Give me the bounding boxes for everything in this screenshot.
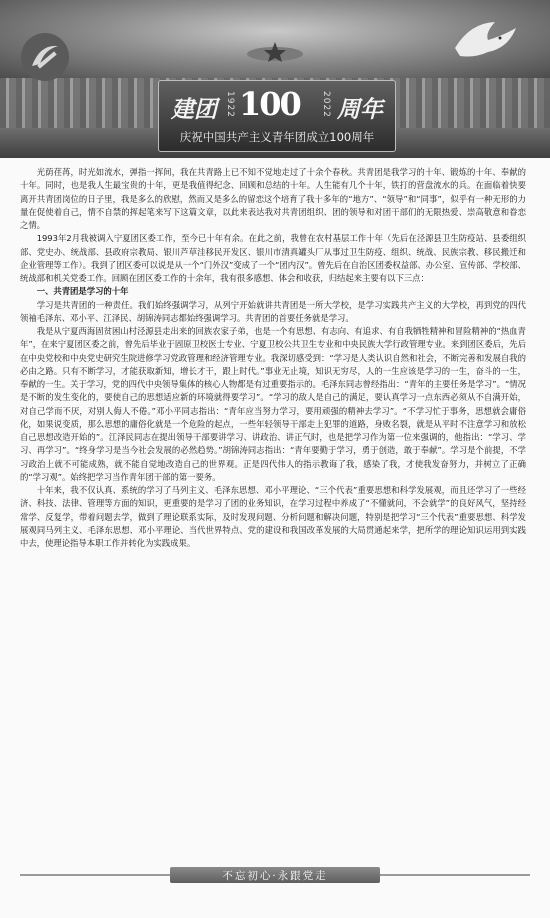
paragraph-responsibility: 学习是共青团的一种责任。我们始终强调学习，从列宁开始就讲共青团是一所大学校，是学习实践共产主义的大学校，再到党的四代领袖毛泽东、邓小平、江泽民、胡锦涛同志都始终强调学习。共青团的首要任务就是学习。 bbox=[20, 299, 526, 323]
dove-icon bbox=[450, 18, 520, 63]
article-body bbox=[20, 166, 526, 550]
star-emblem-icon bbox=[245, 40, 305, 62]
centenary-title-plate bbox=[158, 80, 396, 152]
year-end: 2022 bbox=[321, 91, 331, 118]
section-heading: 一、共青团是学习的十年 bbox=[36, 286, 129, 297]
paragraph-background: 1993年2月我被调入宁夏团区委工作，至今已十年有余。在此之前，我曾在农村基层工作十年（先后在泾源县卫生防疫站、县委组织部、党史办、统战部、县政府宗教局、银川芦草洼移民开发区、银川市清真罐头厂从事过卫生防疫、组织、统战、民族宗教、移民搬迁和企业管理等工作）。我到了团区委可以说是从一个“门外汉”变成了一个“团内汉”。曾先后在自治区团委权益部、办公室、宣传部、学校部、统战部和机关党委工作。回顾在团区委工作的十余年，我有很多感想、体会和收获，归结起来主要有以下三点： bbox=[20, 233, 526, 283]
paragraph-intro: 光荫荏苒，时光如流水，弹指一挥间，我在共青路上已不知不觉地走过了十余个春秋。共青团是我学习的十年、锻炼的十年、奉献的十年。同时，也是我人生最宝贵的十年，更是我值得纪念、回顾和总结的十年。人生能有几个十年，铁打的营盘流水的兵。在面临着快要离开共青团岗位的日子里，我是多么的欣慰，然而又是多么的留恋这个培育了我十多年的“地方”、“领导”和“同事”，似乎有一种无形的力量在促使着自己，情不自禁的挥起笔来写下这篇文章，以此来表达我对共青团组织、团的领导和对团干部们的无限热爱、崇高敬意和眷恋之情。 bbox=[20, 167, 526, 230]
year-start: 1922 bbox=[225, 91, 235, 118]
paragraph-personal-study: 我是从宁夏西海固贫困山村泾源县走出来的回族农家子弟，也是一个有思想、有志向、有追求、有自我牺牲精神和冒险精神的“热血青年”，在来宁夏团区委之前，曾先后毕业于固原卫校医士专业、宁夏卫校公共卫生专业和中央民族大学行政管理专业。来到团区委后，先后在中央党校和中央党史研究生院进修学习党政管理和经济管理专业。我深切感受到：“学习是人类认识自然和社会，不断完善和发展自我的必由之路。只有不断学习，才能获取新知，增长才干，跟上时代。”事业无止境，知识无穷尽，人的一生应该是学习的一生，奋斗的一生，奉献的一生。关于学习，党的四代中央领导集体的核心人物都是有过重要指示的。毛泽东同志曾经指出：“青年的主要任务是学习”。“情况是不断的发生变化的，要使自己的思想适应新的环境就得要学习”。“学习的敌人是自己的满足，要认真学习一点东西必须从不自满开始，对自己学而不厌，对别人侮人不倦。”邓小平同志指出：“青年应当努力学习，要用顽强的精神去学习”。“不学习忙于事务，思想就会庸俗化，如果说变质，那么思想的庸俗化就是一个危险的起点，一些年轻领导干部走上犯罪的道路，身败名裂，就是从平时不注意学习和放松自己思想改造开始的”。江泽民同志在提出领导干部要讲学习、讲政治、讲正气时，也是把学习作为第一位来强调的，他指出：“学习、学习、再学习”。“终身学习是当今社会发展的必然趋势。”胡锦涛同志指出：“青年要勤于学习，勇于创造，敢于奉献”。学习是个前提，不学习政治上就不可能成熟，就不能自觉地改造自己的世界观。正是四代伟人的指示教诲了我，感染了我，才使我发奋努力，并树立了正确的“学习观”。始终把学习当作青年团干部的第一要务。 bbox=[20, 326, 526, 482]
header-banner bbox=[0, 0, 550, 158]
footer-divider-right bbox=[380, 874, 530, 876]
footer-divider-left bbox=[20, 874, 170, 876]
banner-subtitle: 庆祝中国共产主义青年团成立100周年 bbox=[179, 130, 375, 144]
footer-slogan-bar bbox=[0, 867, 550, 883]
party-emblem-icon bbox=[18, 30, 73, 85]
title-row bbox=[159, 85, 395, 125]
footer-slogan: 不忘初心·永跟党走 bbox=[222, 870, 328, 882]
paragraph-ten-years: 十年来，我不仅认真、系统的学习了马列主义、毛泽东思想、邓小平理论、“三个代表”重要思想和科学发展观，而且还学习了一些经济、科技、法律、管理等方面的知识，更重要的是学习了团的业务知识，在学习过程中养成了“不懂就问，不会就学”的良好风气，坚持经常学、反复学，带着问题去学，做到了理论联系实际，及时发现问题、分析问题和解决问题，特别是把学习“三个代表”重要思想、科学发展观同马列主义、毛泽东思想、邓小平理论、当代世界特点、党的建设和我国改革发展的大局贯通起来学，把所学的理论知识运用到实践中去，使理论指导本职工作并转化为实践成果。 bbox=[20, 485, 526, 548]
title-left-text: 建团 bbox=[171, 96, 217, 123]
title-right-text: 周年 bbox=[337, 96, 383, 123]
centenary-number: 100 bbox=[239, 85, 300, 123]
